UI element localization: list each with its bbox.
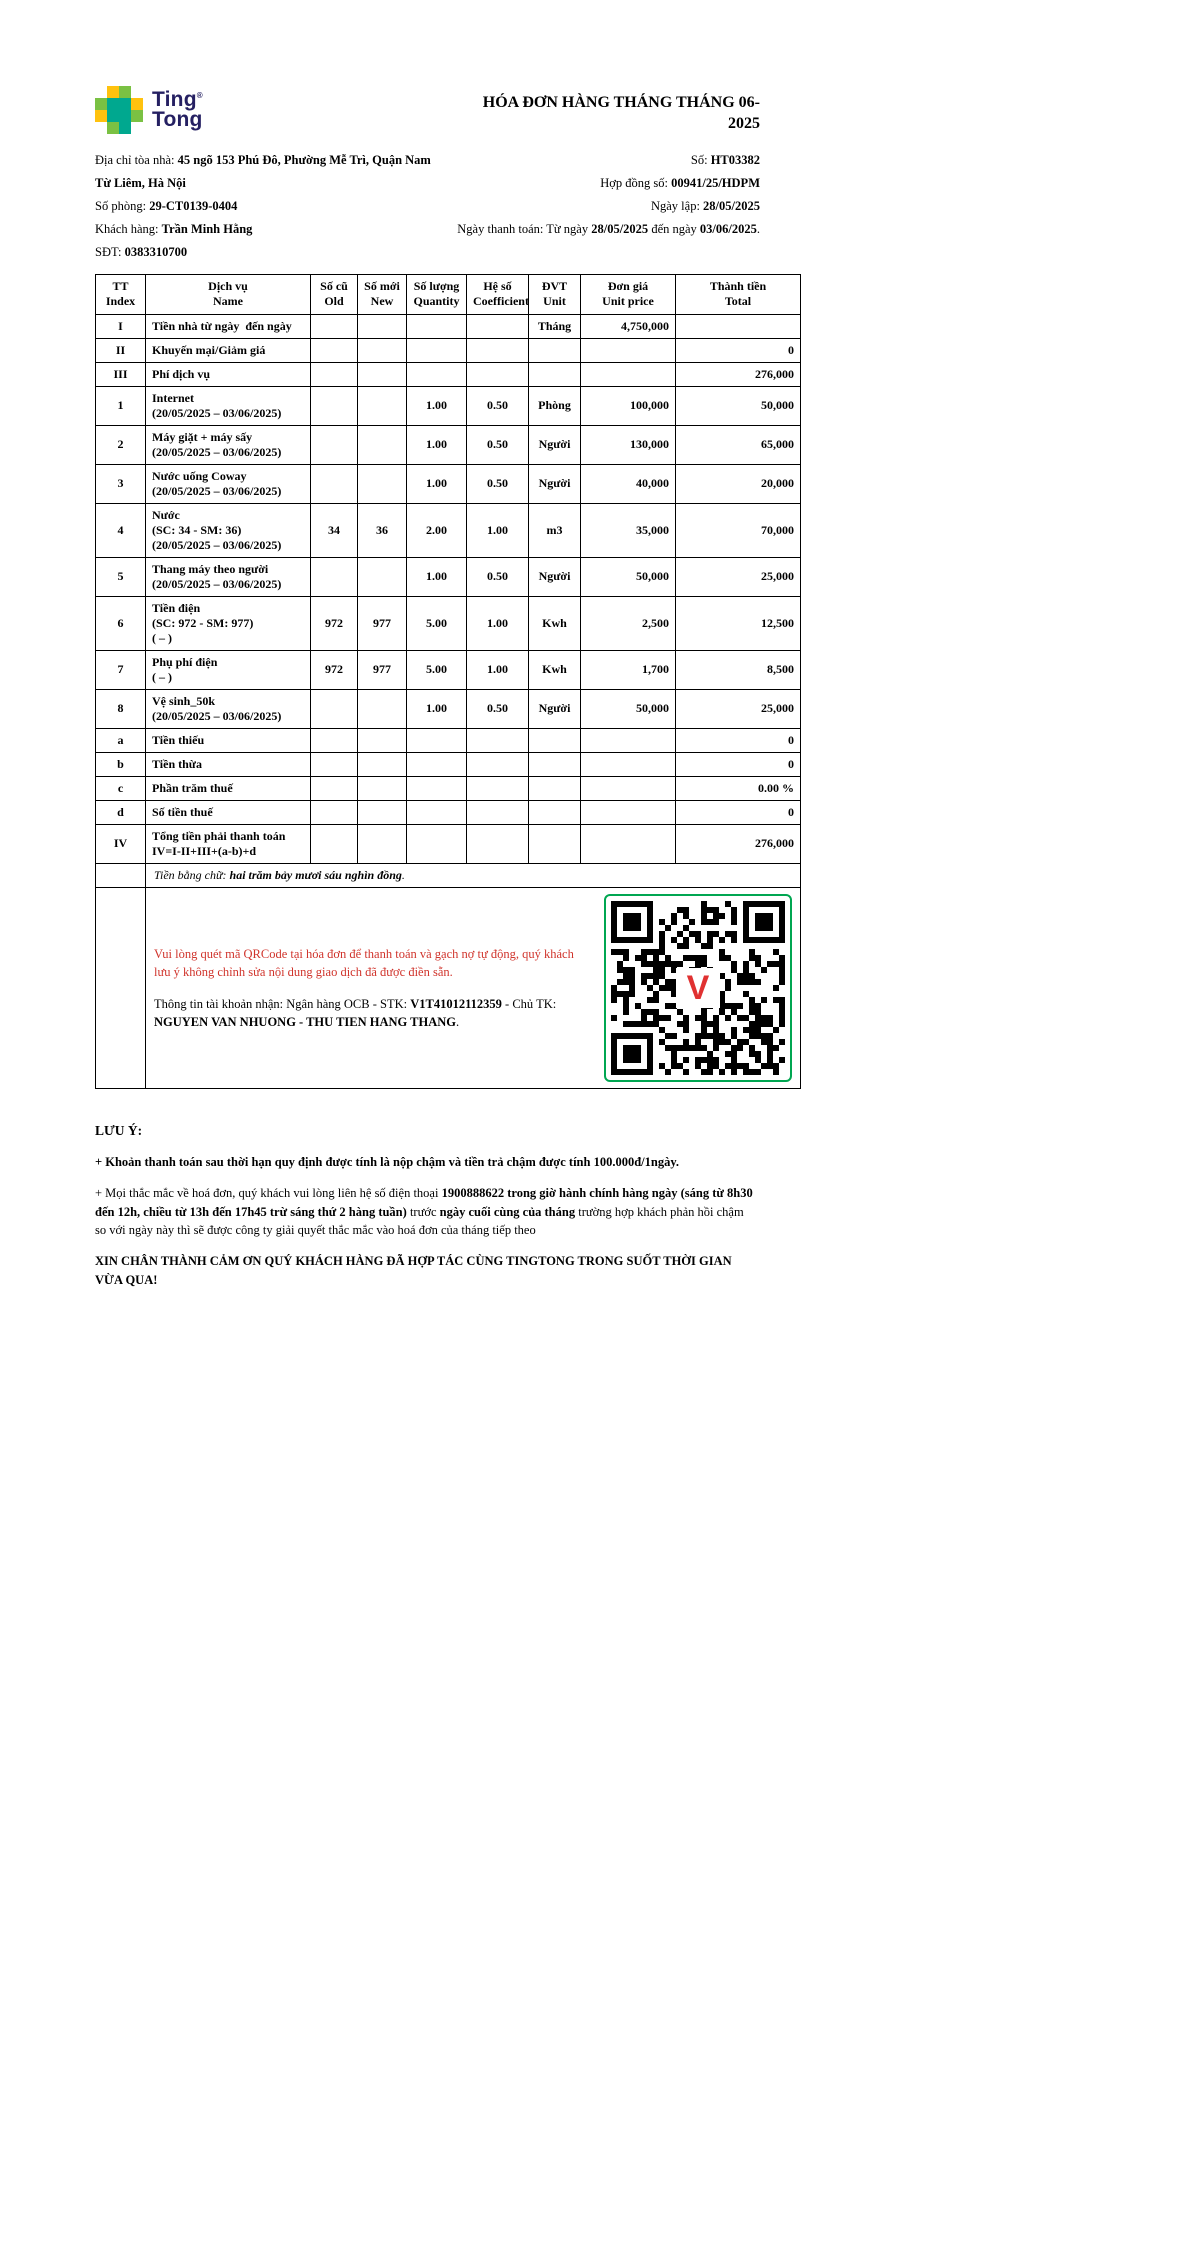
cell-unit: Kwh: [529, 596, 581, 650]
cell-unit: [529, 728, 581, 752]
cell-name: Phí dịch vụ: [146, 362, 311, 386]
notes-section: [95, 1121, 755, 1290]
cell-total: 25,000: [676, 689, 801, 728]
invoice-document: [95, 85, 805, 1290]
cell-new: [358, 800, 407, 824]
service-row: [96, 386, 801, 425]
cell-qty: [407, 824, 467, 863]
cell-coef: 1.00: [467, 650, 529, 689]
notes-heading: LƯU Ý:: [95, 1122, 143, 1138]
cell-total: 0.00 %: [676, 776, 801, 800]
cell-price: 4,750,000: [581, 314, 676, 338]
cell-unit: Người: [529, 557, 581, 596]
service-row: [96, 824, 801, 863]
qr-code: [604, 894, 792, 1082]
cell-price: [581, 824, 676, 863]
service-row: [96, 650, 801, 689]
qr-row: [96, 887, 801, 1088]
cell-unit: Người: [529, 464, 581, 503]
service-row: [96, 425, 801, 464]
cell-qty: 1.00: [407, 464, 467, 503]
cell-qty: [407, 362, 467, 386]
info-line: Khách hàng: Trần Minh Hằng: [95, 221, 253, 236]
service-row: [96, 503, 801, 557]
cell-total: 0: [676, 752, 801, 776]
cell-qty: 2.00: [407, 503, 467, 557]
cell-qty: [407, 728, 467, 752]
cell-name: Vệ sinh_50k (20/05/2025 – 03/06/2025): [146, 689, 311, 728]
column-header: Đơn giá Unit price: [581, 274, 676, 314]
cell-price: [581, 800, 676, 824]
contact-note: + Mọi thắc mắc về hoá đơn, quý khách vui lòng liên hệ số điện thoại 1900888622 trong giờ hành chính hàng ngày (sáng từ 8h30 đến 12h, chiều từ 13h đến 17h45 trừ sáng thứ 2 hàng tuần) trước ngày cuối cùng của tháng trường hợp khách phản hồi chậm so với ngày này thì sẽ được công ty giải quyết thắc mắc vào hoá đơn của tháng tiếp theo: [95, 1185, 753, 1238]
column-header: Số lượng Quantity: [407, 274, 467, 314]
cell-new: [358, 728, 407, 752]
cell-coef: 0.50: [467, 425, 529, 464]
info-line: Số phòng: 29-CT0139-0404: [95, 198, 238, 213]
cell-coef: 0.50: [467, 689, 529, 728]
cell-price: 40,000: [581, 464, 676, 503]
cell-tt: 4: [96, 503, 146, 557]
cell-coef: 0.50: [467, 464, 529, 503]
column-header: TT Index: [96, 274, 146, 314]
info-line: Ngày lập: 28/05/2025: [650, 198, 760, 213]
invoice-title-line2: 2025: [728, 114, 760, 132]
cell-new: [358, 824, 407, 863]
column-header: Số cũ Old: [311, 274, 358, 314]
cell-old: [311, 425, 358, 464]
document-header: [95, 85, 805, 135]
qr-text-block: [154, 945, 586, 1032]
cell-old: [311, 362, 358, 386]
cell-unit: [529, 800, 581, 824]
cell-tt: b: [96, 752, 146, 776]
cell-new: [358, 338, 407, 362]
service-row: [96, 596, 801, 650]
cell-tt: c: [96, 776, 146, 800]
service-row: [96, 338, 801, 362]
cell-new: [358, 464, 407, 503]
cell-qty: [407, 752, 467, 776]
cell-new: [358, 425, 407, 464]
service-row: [96, 557, 801, 596]
cell-name: Số tiền thuế: [146, 800, 311, 824]
cell-qty: [407, 314, 467, 338]
cell-name: Internet (20/05/2025 – 03/06/2025): [146, 386, 311, 425]
qr-cell: [146, 887, 801, 1088]
cell-qty: 1.00: [407, 557, 467, 596]
service-row: [96, 728, 801, 752]
cell-total: 70,000: [676, 503, 801, 557]
cell-name: Nước uống Coway (20/05/2025 – 03/06/2025): [146, 464, 311, 503]
cell-coef: 0.50: [467, 386, 529, 425]
info-line: Số: HT03382: [690, 152, 760, 167]
cell-tt: 5: [96, 557, 146, 596]
cell-old: [311, 824, 358, 863]
cell-total: 0: [676, 728, 801, 752]
cell-total: 50,000: [676, 386, 801, 425]
cell-total: 8,500: [676, 650, 801, 689]
cell-tt: 1: [96, 386, 146, 425]
cell-old: [311, 800, 358, 824]
cell-unit: Người: [529, 689, 581, 728]
cell-name: Tiền nhà từ ngày đến ngày: [146, 314, 311, 338]
cell-total: 276,000: [676, 362, 801, 386]
cell-name: Tiền thiếu: [146, 728, 311, 752]
service-row: [96, 776, 801, 800]
cell-price: 1,700: [581, 650, 676, 689]
cell-tt: I: [96, 314, 146, 338]
cell-unit: [529, 362, 581, 386]
cell-new: 36: [358, 503, 407, 557]
cell-new: [358, 752, 407, 776]
cell-old: 972: [311, 596, 358, 650]
cell-qty: 1.00: [407, 386, 467, 425]
cell-name: Tiền thừa: [146, 752, 311, 776]
cell-old: [311, 338, 358, 362]
cell-coef: [467, 800, 529, 824]
info-line: Địa chỉ tòa nhà: 45 ngõ 153 Phú Đô, Phường Mễ Trì, Quận Nam: [95, 152, 431, 167]
late-payment-note: + Khoản thanh toán sau thời hạn quy định được tính là nộp chậm và tiền trả chậm được tính 100.000đ/1ngày.: [95, 1155, 680, 1170]
cell-name: Khuyến mại/Giảm giá: [146, 338, 311, 362]
cell-tt: 3: [96, 464, 146, 503]
cell-price: 130,000: [581, 425, 676, 464]
invoice-info: [95, 149, 805, 264]
cell-tt: 8: [96, 689, 146, 728]
cell-qty: 5.00: [407, 650, 467, 689]
building-customer-info: [95, 149, 431, 264]
cell-old: [311, 314, 358, 338]
cell-price: [581, 362, 676, 386]
info-line: Hợp đồng số: 00941/25/HDPM: [600, 175, 760, 190]
cell-new: [358, 689, 407, 728]
cell-qty: 1.00: [407, 425, 467, 464]
cell-tt: IV: [96, 824, 146, 863]
cell-unit: Kwh: [529, 650, 581, 689]
cell-name: Máy giặt + máy sấy (20/05/2025 – 03/06/2025): [146, 425, 311, 464]
service-row: [96, 362, 801, 386]
cell-unit: [529, 824, 581, 863]
cell-old: 34: [311, 503, 358, 557]
cell-old: [311, 728, 358, 752]
cell-old: [311, 689, 358, 728]
cell-tt: II: [96, 338, 146, 362]
cell-qty: [407, 800, 467, 824]
cell-new: [358, 386, 407, 425]
info-line: Ngày thanh toán: Từ ngày 28/05/2025 đến ngày 03/06/2025.: [457, 221, 760, 236]
column-header: Hệ số Coefficient: [467, 274, 529, 314]
tingtong-logo: [95, 85, 203, 135]
bank-account-info: Thông tin tài khoản nhận: Ngân hàng OCB - STK: V1T41012112359 - Chủ TK: NGUYEN VAN NHUONG - THU TIEN HANG THANG.: [154, 996, 557, 1029]
cell-new: [358, 776, 407, 800]
cell-old: [311, 557, 358, 596]
service-row: [96, 464, 801, 503]
cell-unit: Phòng: [529, 386, 581, 425]
table-header-row: [96, 274, 801, 314]
invoice-table: [95, 274, 801, 1089]
cell-price: [581, 728, 676, 752]
cell-old: [311, 776, 358, 800]
thank-you-note: XIN CHÂN THÀNH CẢM ƠN QUÝ KHÁCH HÀNG ĐÃ HỢP TÁC CÙNG TINGTONG TRONG SUỐT THỜI GIAN VỪA QUA!: [95, 1254, 732, 1287]
invoice-meta: [457, 149, 760, 264]
cell-price: [581, 776, 676, 800]
cell-coef: [467, 824, 529, 863]
invoice-title: [450, 93, 760, 135]
cell-price: [581, 752, 676, 776]
service-row: [96, 752, 801, 776]
cell-unit: Người: [529, 425, 581, 464]
amount-in-words-row: [96, 863, 801, 887]
brand-word-top: Ting®: [152, 87, 203, 111]
cell-total: 20,000: [676, 464, 801, 503]
cell-price: [581, 338, 676, 362]
invoice-title-line1: HÓA ĐƠN HÀNG THÁNG THÁNG 06-: [482, 94, 760, 111]
cell-total: 12,500: [676, 596, 801, 650]
brand-word-bottom: Tong: [152, 107, 203, 131]
cell-price: 35,000: [581, 503, 676, 557]
cell-name: Thang máy theo người (20/05/2025 – 03/06/2025): [146, 557, 311, 596]
logo-pixel-icon: [95, 86, 143, 134]
cell-coef: [467, 728, 529, 752]
cell-qty: 1.00: [407, 689, 467, 728]
cell-old: [311, 752, 358, 776]
cell-name: Tổng tiền phải thanh toán IV=I-II+III+(a-b)+d: [146, 824, 311, 863]
cell-tt: 7: [96, 650, 146, 689]
column-header: Thành tiền Total: [676, 274, 801, 314]
cell-coef: [467, 776, 529, 800]
cell-qty: 5.00: [407, 596, 467, 650]
cell-coef: [467, 752, 529, 776]
service-row: [96, 314, 801, 338]
cell-old: 972: [311, 650, 358, 689]
cell-old: [311, 386, 358, 425]
cell-tt: 6: [96, 596, 146, 650]
cell-unit: Tháng: [529, 314, 581, 338]
cell-new: 977: [358, 596, 407, 650]
service-row: [96, 800, 801, 824]
cell-coef: [467, 362, 529, 386]
cell-unit: m3: [529, 503, 581, 557]
cell-unit: [529, 776, 581, 800]
cell-new: [358, 314, 407, 338]
cell-new: 977: [358, 650, 407, 689]
cell-unit: [529, 752, 581, 776]
cell-coef: 1.00: [467, 596, 529, 650]
cell-empty: [96, 863, 146, 887]
cell-coef: 0.50: [467, 557, 529, 596]
info-line: SĐT: 0383310700: [95, 244, 188, 259]
cell-name: Phụ phí điện ( – ): [146, 650, 311, 689]
column-header: ĐVT Unit: [529, 274, 581, 314]
cell-name: Tiền điện (SC: 972 - SM: 977) ( – ): [146, 596, 311, 650]
brand-wordmark: [152, 87, 203, 131]
column-header: Số mới New: [358, 274, 407, 314]
vietqr-v-icon: V: [676, 968, 720, 1008]
cell-unit: [529, 338, 581, 362]
cell-total: 25,000: [676, 557, 801, 596]
cell-coef: [467, 314, 529, 338]
qr-payment-instruction: Vui lòng quét mã QRCode tại hóa đơn để thanh toán và gạch nợ tự động, quý khách lưu ý không chỉnh sửa nội dung giao dịch đã được điền sẵn.: [154, 946, 574, 979]
cell-new: [358, 557, 407, 596]
cell-tt: 2: [96, 425, 146, 464]
cell-coef: 1.00: [467, 503, 529, 557]
registered-mark: ®: [196, 90, 203, 100]
cell-coef: [467, 338, 529, 362]
service-row: [96, 689, 801, 728]
cell-tt: a: [96, 728, 146, 752]
cell-tt: III: [96, 362, 146, 386]
cell-new: [358, 362, 407, 386]
amount-in-words: Tiền bằng chữ: hai trăm bảy mươi sáu nghìn đồng.: [146, 863, 801, 887]
cell-qty: [407, 338, 467, 362]
cell-price: 100,000: [581, 386, 676, 425]
cell-name: Nước (SC: 34 - SM: 36) (20/05/2025 – 03/06/2025): [146, 503, 311, 557]
info-line: Từ Liêm, Hà Nội: [95, 175, 186, 190]
cell-empty: [96, 887, 146, 1088]
cell-name: Phần trăm thuế: [146, 776, 311, 800]
cell-qty: [407, 776, 467, 800]
cell-price: 50,000: [581, 557, 676, 596]
column-header: Dịch vụ Name: [146, 274, 311, 314]
cell-total: [676, 314, 801, 338]
cell-total: 0: [676, 338, 801, 362]
cell-total: 65,000: [676, 425, 801, 464]
cell-price: 50,000: [581, 689, 676, 728]
cell-tt: d: [96, 800, 146, 824]
cell-old: [311, 464, 358, 503]
cell-total: 276,000: [676, 824, 801, 863]
cell-total: 0: [676, 800, 801, 824]
cell-price: 2,500: [581, 596, 676, 650]
